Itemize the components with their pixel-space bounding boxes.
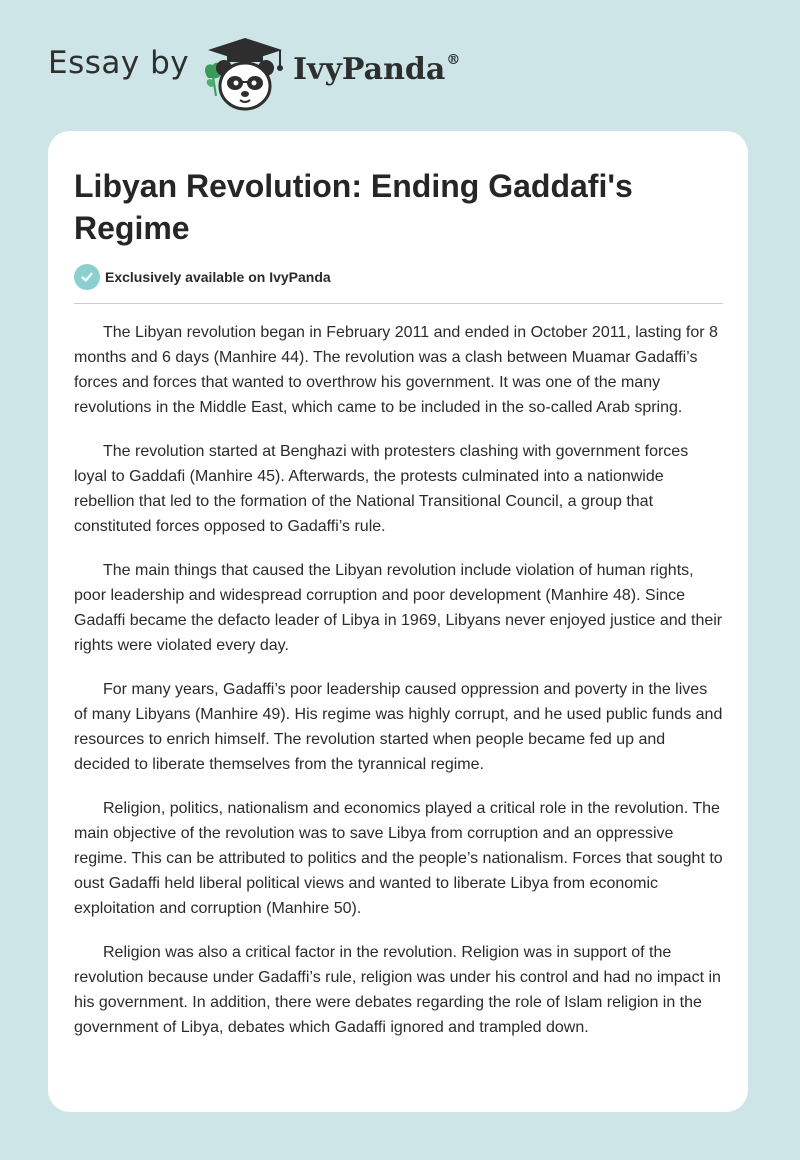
paragraph: For many years, Gadaffi’s poor leadership caused oppression and poverty in the lives of many Libyans (Manhire 49). His regime was highly corrupt, and he used public funds and resources to enrich himself. The revolution started when people became fed up and decided to liberate themselves from the tyrannical regime. [74, 681, 723, 773]
paragraph: The Libyan revolution began in February 2011 and ended in October 2011, lasting for 8 months and 6 days (Manhire 44). The revolution was a clash between Muamar Gadaffi’s forces and forces that wanted to overthrow his government. It was one of the many revolutions in the Middle East, which came to be included in the so-called Arab spring. [74, 324, 718, 416]
check-icon [74, 264, 100, 290]
panda-graduate-icon[interactable] [200, 34, 290, 114]
exclusive-text: Exclusively available on IvyPanda [105, 269, 331, 285]
paragraph: Religion was also a critical factor in the revolution. Religion was in support of the revolution because under Gadaffi’s rule, religion was under his control and had no impact in his government. In addition, there were debates regarding the role of Islam religion in the government of Libya, debates which Gadaffi ignored and trampled down. [74, 944, 721, 1036]
page-title: Libyan Revolution: Ending Gaddafi's Regime [74, 168, 633, 246]
divider [74, 303, 723, 304]
essay-body [74, 320, 723, 1059]
essay-card [48, 131, 748, 1112]
brand-text: IvyPanda [293, 52, 446, 87]
paragraph: Religion, politics, nationalism and economics played a critical role in the revolution. The main objective of the revolution was to save Libya from corruption and an oppressive regime. This can be attributed to politics and the people’s nationalism. Forces that sought to oust Gadaffi held liberal political views and wanted to liberate Libya from economic exploitation and corruption (Manhire 50). [74, 800, 723, 917]
site-header [0, 0, 800, 130]
essay-by-label: Essay by [48, 45, 190, 81]
registered-mark: ® [446, 52, 461, 68]
exclusive-badge [74, 264, 331, 290]
paragraph: The revolution started at Benghazi with protesters clashing with government forces loyal to Gaddafi (Manhire 45). Afterwards, the protests culminated into a nationwide rebellion that led to the formation of the National Transitional Council, a group that constituted forces opposed to Gadaffi’s rule. [74, 443, 689, 535]
brand-name[interactable] [293, 52, 461, 87]
paragraph: The main things that caused the Libyan revolution include violation of human rights, poor leadership and widespread corruption and poor development (Manhire 48). Since Gadaffi became the defacto leader of Libya in 1969, Libyans never enjoyed justice and their rights were violated every day. [74, 562, 723, 654]
